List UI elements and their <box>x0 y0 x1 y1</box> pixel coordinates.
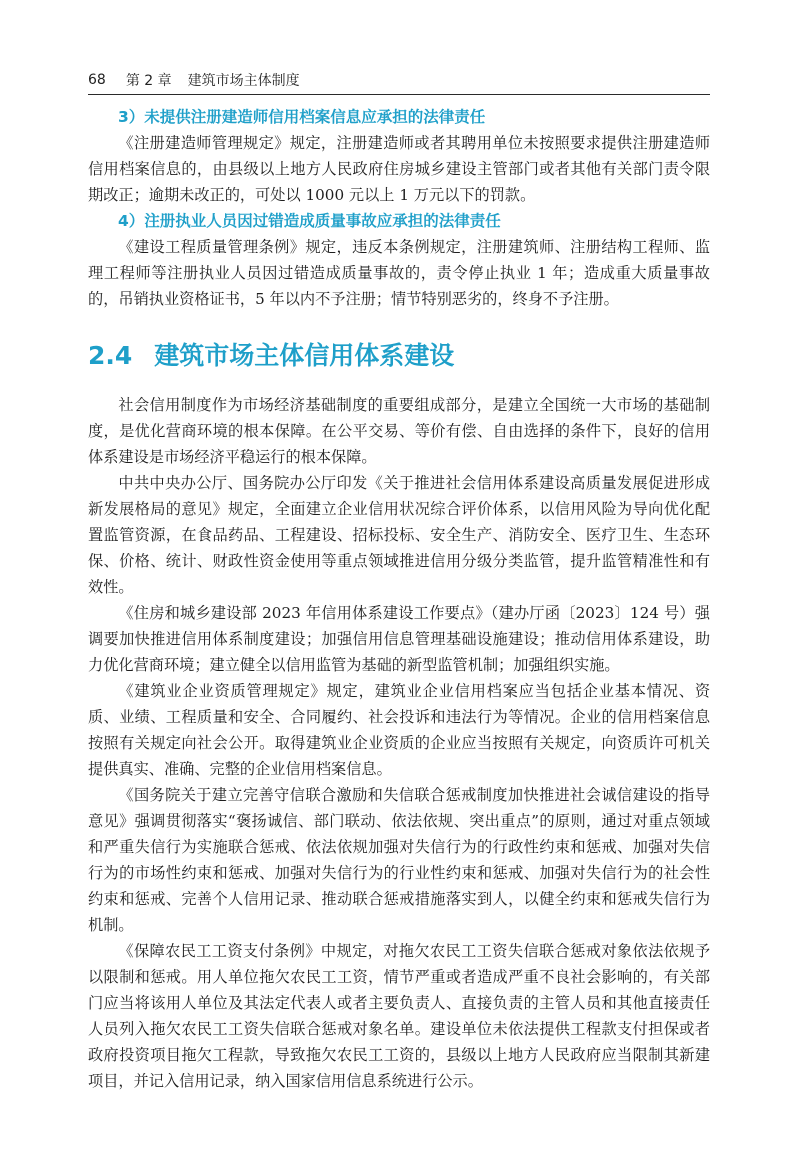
paragraph: 《国务院关于建立完善守信联合激励和失信联合惩戒制度加快推进社会诚信建设的指导意见》强调贯彻落实“褒扬诚信、部门联动、依法依规、突出重点”的原则，通过对重点领域和严重失信行为实施联合惩戒、依法依规加强对失信行为的行政性约束和惩戒、加强对失信行为的市场性约束和惩戒、加强对失信行为的行业性约束和惩戒、加强对失信行为的社会性约束和惩戒、完善个人信用记录、推动联合惩戒措施落实到人，以健全约束和惩戒失信行为机制。 <box>88 786 710 934</box>
paragraph: 社会信用制度作为市场经济基础制度的重要组成部分，是建立全国统一大市场的基础制度，是优化营商环境的根本保障。在公平交易、等价有偿、自由选择的条件下，良好的信用体系建设是市场经济平稳运行的根本保障。 <box>88 396 710 466</box>
section-title-text: 建筑市场主体信用体系建设 <box>154 341 455 370</box>
paragraph: 中共中央办公厅、国务院办公厅印发《关于推进社会信用体系建设高质量发展促进形成新发展格局的意见》规定，全面建立企业信用状况综合评价体系，以信用风险为导向优化配置监管资源，在食品药品、工程建设、招标投标、安全生产、消防安全、医疗卫生、生态环保、价格、统计、财政性资金使用等重点领域推进信用分级分类监管，提升监管精准性和有效性。 <box>88 474 710 596</box>
section-title <box>88 336 710 376</box>
paragraph: 《注册建造师管理规定》规定，注册建造师或者其聘用单位未按照要求提供注册建造师信用档案信息的，由县级以上地方人民政府住房城乡建设主管部门或者其他有关部门责令限期改正；逾期未改正的，可处以 1000 元以上 1 万元以下的罚款。 <box>88 134 710 204</box>
paragraph: 《建设工程质量管理条例》规定，违反本条例规定，注册建筑师、注册结构工程师、监理工程师等注册执业人员因过错造成质量事故的，责令停止执业 1 年；造成重大质量事故的，吊销执业资格证书，5 年以内不予注册；情节特别恶劣的，终身不予注册。 <box>88 238 710 308</box>
header-rule <box>88 94 710 95</box>
paragraph: 《建筑业企业资质管理规定》规定，建筑业企业信用档案应当包括企业基本情况、资质、业绩、工程质量和安全、合同履约、社会投诉和违法行为等情况。企业的信用档案信息按照有关规定向社会公开。取得建筑业企业资质的企业应当按照有关规定，向资质许可机关提供真实、准确、完整的企业信用档案信息。 <box>88 682 710 778</box>
chapter-title: 建筑市场主体制度 <box>187 73 300 89</box>
page-body <box>88 104 710 1094</box>
running-header <box>88 70 300 90</box>
chapter-label: 第 2 章 <box>125 73 172 89</box>
paragraph: 《保障农民工工资支付条例》中规定，对拖欠农民工工资失信联合惩戒对象依法依规予以限制和惩戒。用人单位拖欠农民工工资，情节严重或者造成严重不良社会影响的，有关部门应当将该用人单位及其法定代表人或者主要负责人、直接负责的主管人员和其他直接责任人员列入拖欠农民工工资失信联合惩戒对象名单。建设单位未依法提供工程款支付担保或者政府投资项目拖欠工程款，导致拖欠农民工工资的，县级以上地方人民政府应当限制其新建项目，并记入信用记录，纳入国家信用信息系统进行公示。 <box>88 942 710 1090</box>
section-number: 2.4 <box>88 341 133 370</box>
subsection-heading-4: 4）注册执业人员因过错造成质量事故应承担的法律责任 <box>118 212 501 230</box>
page-number: 68 <box>88 72 106 88</box>
subsection-heading-3: 3）未提供注册建造师信用档案信息应承担的法律责任 <box>118 108 486 126</box>
paragraph: 《住房和城乡建设部 2023 年信用体系建设工作要点》（建办厅函〔2023〕124 号）强调要加快推进信用体系制度建设；加强信用信息管理基础设施建设；推动信用体系建设，助力优化营商环境；建立健全以信用监管为基础的新型监管机制；加强组织实施。 <box>88 604 710 674</box>
